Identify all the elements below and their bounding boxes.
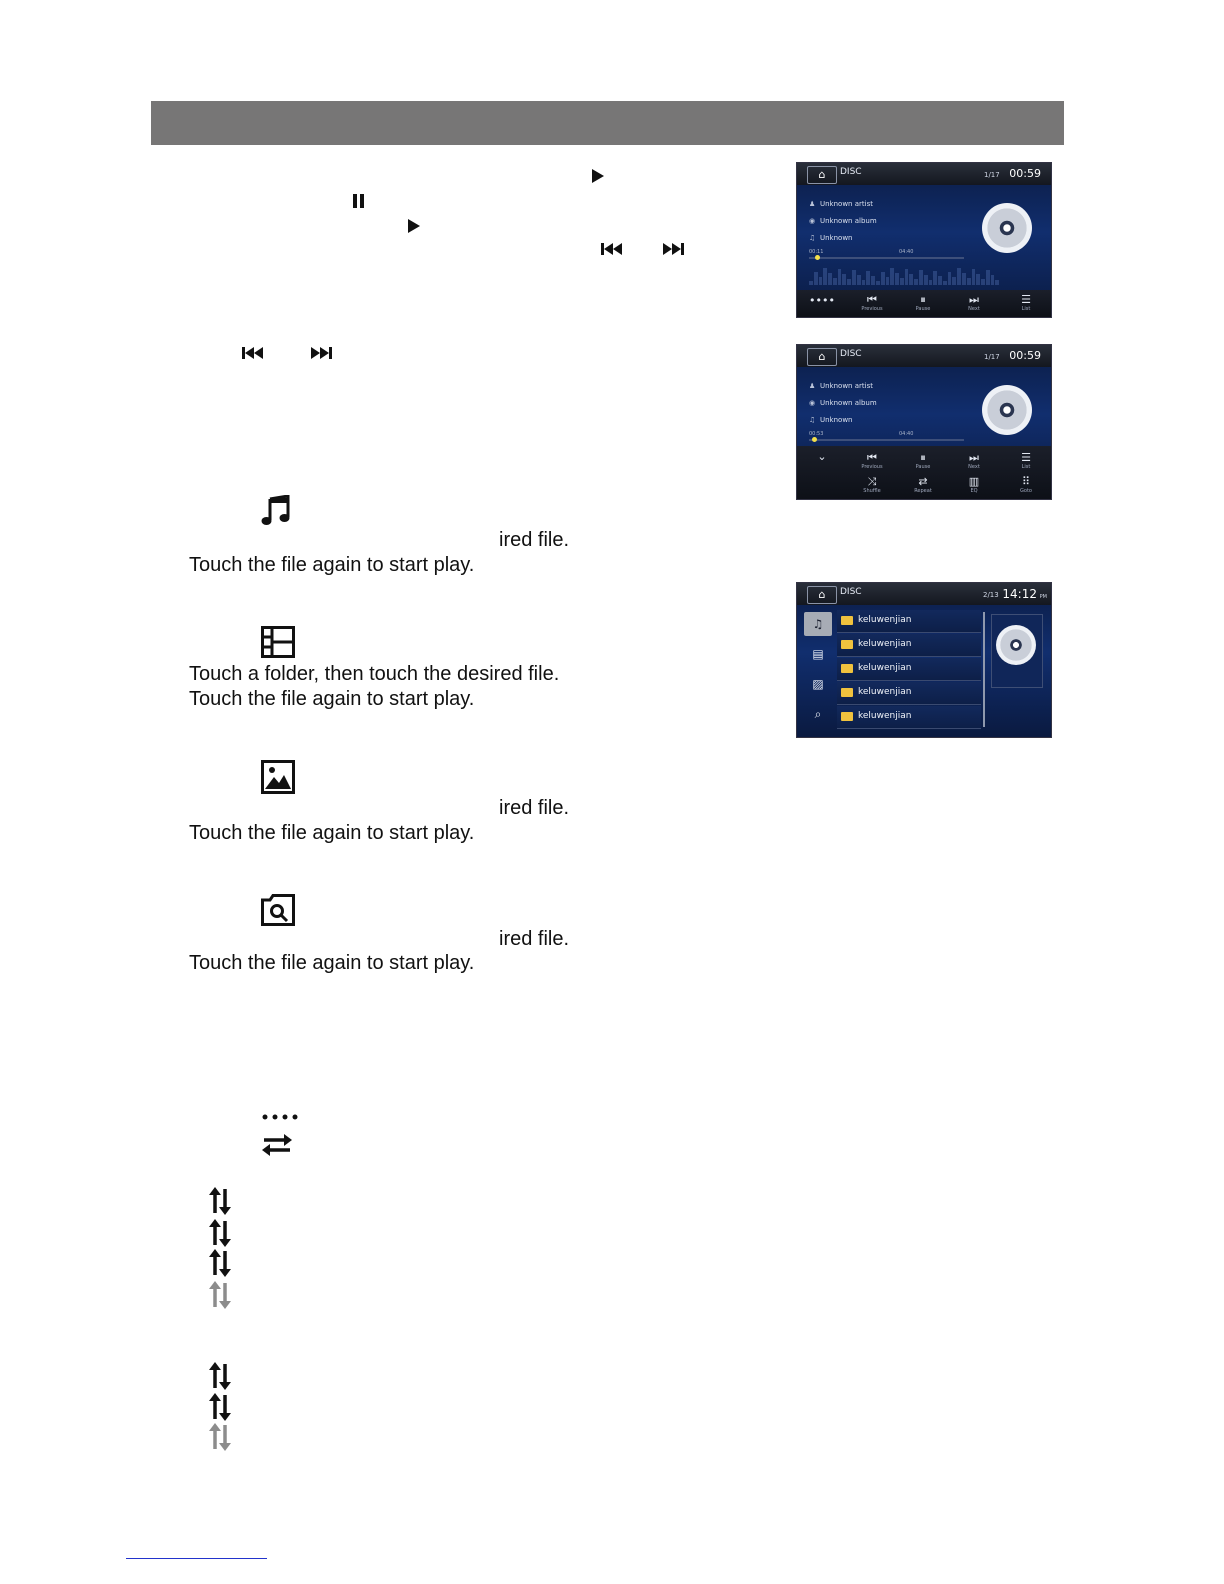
album-label: Unknown album <box>820 399 877 407</box>
clock: 00:59 <box>1009 167 1041 180</box>
album-row <box>809 217 877 225</box>
next-icon <box>310 346 332 360</box>
clock: 14:12 <box>1002 587 1037 601</box>
artist-icon: ♟ <box>809 200 816 208</box>
video-icon <box>261 626 295 658</box>
spectrum-bar <box>862 280 866 285</box>
more-dots-icon <box>261 1113 299 1121</box>
browse-instruction-line2: Touch the file again to start play. <box>189 952 475 974</box>
spectrum-bar <box>981 279 985 285</box>
spectrum-bar <box>900 278 904 285</box>
next-button[interactable]: ⏭ Next <box>968 293 980 312</box>
folder-name: keluwenjian <box>858 639 912 649</box>
music-tab[interactable]: ♫ <box>804 612 832 636</box>
repeat-mode-icon <box>204 1392 236 1422</box>
control-bar <box>797 290 1051 317</box>
shuffle-button[interactable]: ⤨ Shuffle <box>863 475 881 494</box>
browse-tab[interactable]: ⌕ <box>814 707 822 721</box>
album-icon: ◉ <box>809 217 816 225</box>
goto-button[interactable]: ⠿ Goto <box>1020 475 1032 494</box>
artist-label: Unknown artist <box>820 200 873 208</box>
spectrum-bar <box>828 273 832 285</box>
player-screenshot <box>797 163 1051 317</box>
disc-artwork <box>996 625 1036 665</box>
spectrum-bar <box>943 281 947 285</box>
spectrum-bar <box>881 272 885 285</box>
repeat-mode-icon <box>204 1186 236 1216</box>
music-instruction-fragment: ired file. <box>499 529 570 551</box>
spectrum-bar <box>833 278 837 285</box>
photo-instruction-fragment: ired file. <box>499 797 570 819</box>
repeat-mode-icon <box>204 1248 236 1278</box>
album-label: Unknown album <box>820 217 877 225</box>
status-bar <box>797 345 1051 367</box>
song-icon: ♫ <box>809 416 816 424</box>
file-list-screenshot <box>797 583 1051 737</box>
spectrum-visualizer <box>809 267 999 285</box>
spectrum-bar <box>819 277 823 285</box>
previous-button[interactable]: ⏮ Previous <box>861 293 883 312</box>
progress-thumb[interactable] <box>812 437 817 442</box>
status-bar <box>797 163 1051 185</box>
track-counter: 1/17 <box>984 353 1000 361</box>
spectrum-bar <box>866 271 870 285</box>
previous-icon <box>601 242 623 256</box>
footnote-rule <box>126 1558 267 1559</box>
spectrum-bar <box>938 276 942 285</box>
control-bar-expanded <box>797 446 1051 499</box>
collapse-button[interactable]: ⌄ <box>817 450 827 463</box>
play-icon <box>591 168 605 184</box>
more-button[interactable]: •••• <box>809 294 835 307</box>
file-browse-icon <box>261 894 295 926</box>
music-icon <box>261 495 291 527</box>
repeat-mode-icon <box>204 1218 236 1248</box>
previous-icon <box>242 346 264 360</box>
next-button[interactable]: ⏭ Next <box>968 451 980 470</box>
spectrum-bar <box>842 274 846 285</box>
home-button[interactable]: ⌂ <box>807 348 837 366</box>
folder-icon <box>841 664 853 673</box>
repeat-off-icon <box>204 1280 236 1310</box>
artist-icon: ♟ <box>809 382 816 390</box>
list-item[interactable] <box>837 706 981 729</box>
source-title: DISC <box>840 349 862 359</box>
song-icon: ♫ <box>809 234 816 242</box>
song-row <box>809 416 853 424</box>
progress-bar[interactable] <box>809 439 964 441</box>
spectrum-bar <box>967 278 971 285</box>
list-item[interactable] <box>837 658 981 681</box>
clock: 00:59 <box>1009 349 1041 362</box>
spectrum-bar <box>995 280 999 285</box>
video-instruction-line1: Touch a folder, then touch the desired file. <box>189 663 560 685</box>
list-button[interactable]: ☰ List <box>1021 293 1031 312</box>
repeat-off-icon <box>204 1422 236 1452</box>
song-label: Unknown <box>820 234 853 242</box>
repeat-button[interactable]: ⇄ Repeat <box>914 475 932 494</box>
spectrum-bar <box>814 272 818 285</box>
album-row <box>809 399 877 407</box>
status-bar <box>797 583 1051 605</box>
repeat-icon <box>261 1131 293 1159</box>
artist-row <box>809 382 873 390</box>
spectrum-bar <box>905 269 909 285</box>
song-label: Unknown <box>820 416 853 424</box>
spectrum-bar <box>952 277 956 285</box>
folder-icon <box>841 712 853 721</box>
folder-name: keluwenjian <box>858 711 912 721</box>
previous-button[interactable]: ⏮ Previous <box>861 451 883 470</box>
spectrum-bar <box>991 275 995 285</box>
section-header-bar <box>151 101 1064 145</box>
spectrum-bar <box>919 270 923 285</box>
photo-tab[interactable]: ▨ <box>812 677 824 691</box>
home-button[interactable]: ⌂ <box>807 166 837 184</box>
elapsed-time: 00:53 <box>809 431 824 437</box>
elapsed-time: 00:11 <box>809 249 824 255</box>
spectrum-bar <box>852 270 856 285</box>
spectrum-bar <box>909 274 913 285</box>
list-item[interactable] <box>837 634 981 657</box>
folder-name: keluwenjian <box>858 687 912 697</box>
music-instruction-line2: Touch the file again to start play. <box>189 554 475 576</box>
spectrum-bar <box>857 275 861 285</box>
progress-bar[interactable] <box>809 257 964 259</box>
play-icon <box>407 218 421 234</box>
player-expanded-screenshot <box>797 345 1051 499</box>
track-counter: 1/17 <box>984 171 1000 179</box>
song-row <box>809 234 853 242</box>
disc-artwork <box>982 385 1032 435</box>
progress-thumb[interactable] <box>815 255 820 260</box>
pause-button[interactable]: ⏸ Pause <box>915 451 931 470</box>
spectrum-bar <box>886 277 890 285</box>
video-tab[interactable]: ▤ <box>812 647 824 661</box>
spectrum-bar <box>895 273 899 285</box>
spectrum-bar <box>933 271 937 285</box>
video-instruction-line2: Touch the file again to start play. <box>189 688 475 710</box>
photo-instruction-line2: Touch the file again to start play. <box>189 822 475 844</box>
spectrum-bar <box>809 281 813 285</box>
spectrum-bar <box>929 280 933 285</box>
spectrum-bar <box>871 276 875 285</box>
total-time: 04:40 <box>899 431 914 437</box>
spectrum-bar <box>838 269 842 285</box>
folder-icon <box>841 640 853 649</box>
artist-label: Unknown artist <box>820 382 873 390</box>
list-item[interactable] <box>837 682 981 705</box>
clock-ampm: PM <box>1039 594 1047 600</box>
photo-icon <box>261 760 295 794</box>
album-icon: ◉ <box>809 399 816 407</box>
artist-row <box>809 200 873 208</box>
file-counter: 2/13 <box>983 591 999 599</box>
spectrum-bar <box>823 268 827 285</box>
pause-icon <box>352 193 366 209</box>
browse-instruction-fragment: ired file. <box>499 928 570 950</box>
scrollbar[interactable] <box>983 612 985 727</box>
spectrum-bar <box>924 275 928 285</box>
spectrum-bar <box>976 274 980 285</box>
pause-button[interactable]: ⏸ Pause <box>915 293 931 312</box>
home-button[interactable]: ⌂ <box>807 586 837 604</box>
folder-name: keluwenjian <box>858 663 912 673</box>
repeat-mode-icon <box>204 1361 236 1391</box>
eq-button[interactable]: ▥ EQ <box>968 475 980 494</box>
spectrum-bar <box>876 281 880 285</box>
folder-name: keluwenjian <box>858 615 912 625</box>
disc-artwork <box>982 203 1032 253</box>
spectrum-bar <box>962 273 966 285</box>
spectrum-bar <box>914 279 918 285</box>
artwork-thumbnail <box>991 614 1043 688</box>
source-title: DISC <box>840 167 862 177</box>
spectrum-bar <box>948 272 952 285</box>
folder-icon <box>841 616 853 625</box>
source-title: DISC <box>840 587 862 597</box>
folder-icon <box>841 688 853 697</box>
spectrum-bar <box>890 268 894 285</box>
spectrum-bar <box>957 268 961 285</box>
spectrum-bar <box>847 279 851 285</box>
list-button[interactable]: ☰ List <box>1021 451 1031 470</box>
spectrum-bar <box>972 269 976 285</box>
list-item[interactable] <box>837 610 981 633</box>
spectrum-bar <box>986 270 990 285</box>
total-time: 04:40 <box>899 249 914 255</box>
next-icon <box>662 242 684 256</box>
